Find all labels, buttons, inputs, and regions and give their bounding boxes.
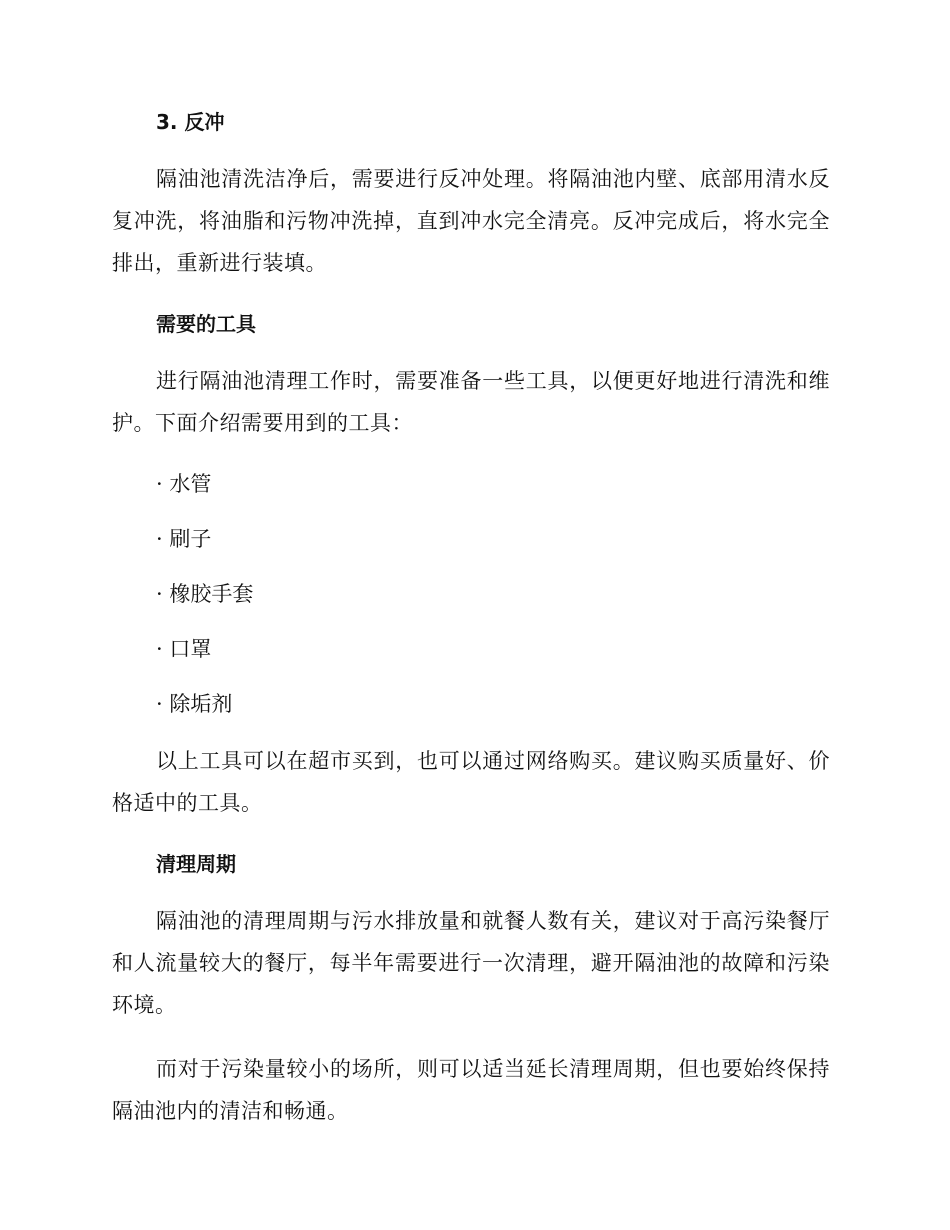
cycle-paragraph-2: 而对于污染量较小的场所，则可以适当延长清理周期，但也要始终保持隔油池内的清洁和畅通。 [112, 1057, 830, 1123]
tool-item-mask: · 口罩 [156, 637, 212, 661]
tool-item-brush: · 刷子 [156, 527, 212, 551]
tool-item-descaler: · 除垢剂 [156, 692, 233, 716]
section-heading-backflush: 3. 反冲 [156, 110, 225, 134]
section-heading-tools: 需要的工具 [156, 312, 256, 336]
section-heading-cycle: 清理周期 [156, 852, 236, 876]
tool-item-water-hose: · 水管 [156, 472, 212, 496]
backflush-paragraph: 隔油池清洗洁净后，需要进行反冲处理。将隔油池内壁、底部用清水反复冲洗，将油脂和污物冲洗掉，直到冲水完全清亮。反冲完成后，将水完全排出，重新进行装填。 [112, 167, 830, 275]
tools-outro-paragraph: 以上工具可以在超市买到，也可以通过网络购买。建议购买质量好、价格适中的工具。 [112, 749, 830, 815]
document-page [112, 108, 830, 1132]
cycle-paragraph-1: 隔油池的清理周期与污水排放量和就餐人数有关，建议对于高污染餐厅和人流量较大的餐厅，每半年需要进行一次清理，避开隔油池的故障和污染环境。 [112, 909, 830, 1017]
tools-intro-paragraph: 进行隔油池清理工作时，需要准备一些工具，以便更好地进行清洗和维护。下面介绍需要用到的工具： [112, 369, 830, 435]
tool-item-rubber-gloves: · 橡胶手套 [156, 582, 254, 606]
